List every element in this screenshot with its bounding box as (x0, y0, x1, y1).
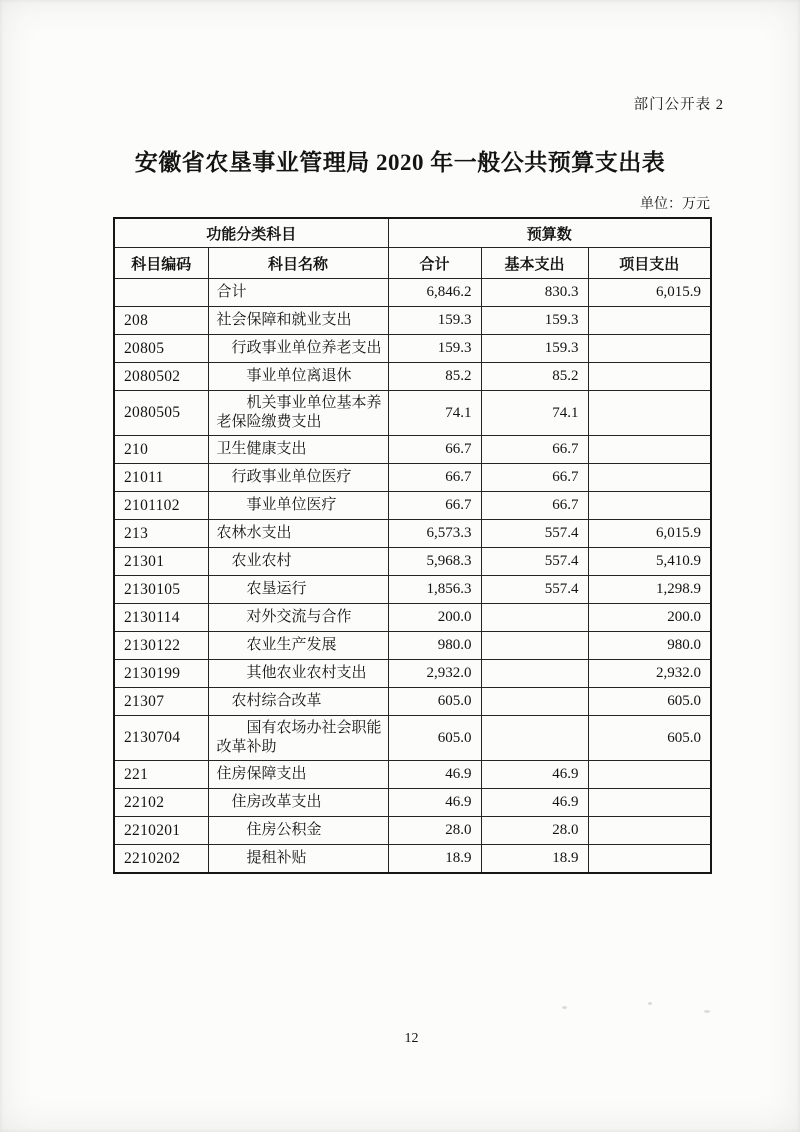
basic-expenditure-cell: 18.9 (481, 845, 588, 874)
total-value-cell: 46.9 (388, 761, 481, 789)
subject-name-cell: 行政事业单位医疗 (208, 464, 388, 492)
total-value-cell: 46.9 (388, 789, 481, 817)
basic-expenditure-cell: 159.3 (481, 335, 588, 363)
subject-name-cell: 事业单位医疗 (208, 492, 388, 520)
total-value-cell: 605.0 (388, 688, 481, 716)
subject-code-cell (114, 279, 208, 307)
project-expenditure-cell (588, 845, 711, 874)
project-expenditure-cell (588, 464, 711, 492)
page-title: 安徽省农垦事业管理局 2020 年一般公共预算支出表 (134, 150, 666, 175)
subject-name-cell: 住房公积金 (208, 817, 388, 845)
subject-code-cell: 20805 (114, 335, 208, 363)
table-row (114, 632, 711, 660)
budget-table (113, 217, 712, 874)
basic-expenditure-cell (481, 688, 588, 716)
subject-name-cell: 农垦运行 (208, 576, 388, 604)
table-row (114, 688, 711, 716)
subject-name-cell: 事业单位离退休 (208, 363, 388, 391)
table-header-group-row (114, 218, 711, 248)
project-expenditure-cell: 5,410.9 (588, 548, 711, 576)
total-value-cell: 5,968.3 (388, 548, 481, 576)
table-row (114, 279, 711, 307)
scan-artifact (648, 1002, 652, 1005)
table-row (114, 548, 711, 576)
basic-expenditure-cell: 66.7 (481, 464, 588, 492)
subject-code-cell: 2080502 (114, 363, 208, 391)
corner-label: 部门公开表 2 (633, 97, 724, 113)
subject-code-cell: 2101102 (114, 492, 208, 520)
basic-expenditure-cell: 66.7 (481, 492, 588, 520)
table-row (114, 845, 711, 874)
subject-name-cell: 机关事业单位基本养老保险缴费支出 (208, 391, 388, 436)
project-expenditure-cell: 980.0 (588, 632, 711, 660)
project-expenditure-cell (588, 335, 711, 363)
table-row (114, 492, 711, 520)
basic-expenditure-cell (481, 716, 588, 761)
subject-name-cell: 农村综合改革 (208, 688, 388, 716)
total-value-cell: 18.9 (388, 845, 481, 874)
table-row (114, 604, 711, 632)
basic-expenditure-cell: 28.0 (481, 817, 588, 845)
subject-code-cell: 2130122 (114, 632, 208, 660)
total-value-cell: 6,846.2 (388, 279, 481, 307)
table-row (114, 660, 711, 688)
project-expenditure-cell: 605.0 (588, 688, 711, 716)
header-budget-figures: 预算数 (388, 218, 711, 248)
total-value-cell: 66.7 (388, 436, 481, 464)
total-value-cell: 74.1 (388, 391, 481, 436)
unit-label: 单位：万元 (640, 197, 710, 212)
table-row (114, 363, 711, 391)
total-value-cell: 159.3 (388, 307, 481, 335)
basic-expenditure-cell (481, 632, 588, 660)
subject-name-cell: 其他农业农村支出 (208, 660, 388, 688)
subject-name-cell: 农业生产发展 (208, 632, 388, 660)
table-row (114, 436, 711, 464)
table-row (114, 789, 711, 817)
subject-code-cell: 2210201 (114, 817, 208, 845)
basic-expenditure-cell: 159.3 (481, 307, 588, 335)
project-expenditure-cell (588, 436, 711, 464)
table-row (114, 716, 711, 761)
total-value-cell: 1,856.3 (388, 576, 481, 604)
project-expenditure-cell (588, 492, 711, 520)
total-value-cell: 66.7 (388, 464, 481, 492)
subject-code-cell: 2130114 (114, 604, 208, 632)
subject-code-cell: 21307 (114, 688, 208, 716)
project-expenditure-cell: 200.0 (588, 604, 711, 632)
subject-name-cell: 对外交流与合作 (208, 604, 388, 632)
header-subject-code: 科目编码 (114, 248, 208, 279)
table-row (114, 335, 711, 363)
scan-artifact (704, 1010, 710, 1013)
header-basic-expenditure: 基本支出 (481, 248, 588, 279)
total-value-cell: 200.0 (388, 604, 481, 632)
project-expenditure-cell: 605.0 (588, 716, 711, 761)
table-row (114, 761, 711, 789)
subject-code-cell: 21011 (114, 464, 208, 492)
subject-code-cell: 2080505 (114, 391, 208, 436)
page-number: 12 (404, 1031, 419, 1046)
basic-expenditure-cell: 557.4 (481, 520, 588, 548)
subject-name-cell: 住房改革支出 (208, 789, 388, 817)
subject-name-cell: 住房保障支出 (208, 761, 388, 789)
total-value-cell: 66.7 (388, 492, 481, 520)
subject-name-cell: 合计 (208, 279, 388, 307)
header-functional-classification: 功能分类科目 (114, 218, 388, 248)
basic-expenditure-cell: 85.2 (481, 363, 588, 391)
project-expenditure-cell (588, 307, 711, 335)
table-row (114, 817, 711, 845)
subject-name-cell: 行政事业单位养老支出 (208, 335, 388, 363)
basic-expenditure-cell: 830.3 (481, 279, 588, 307)
subject-name-cell: 农林水支出 (208, 520, 388, 548)
subject-name-cell: 社会保障和就业支出 (208, 307, 388, 335)
header-total: 合计 (388, 248, 481, 279)
subject-code-cell: 22102 (114, 789, 208, 817)
basic-expenditure-cell: 46.9 (481, 789, 588, 817)
project-expenditure-cell (588, 391, 711, 436)
total-value-cell: 605.0 (388, 716, 481, 761)
table-header-columns-row (114, 248, 711, 279)
scan-artifact (562, 1006, 567, 1009)
project-expenditure-cell: 1,298.9 (588, 576, 711, 604)
budget-table-wrapper (113, 217, 710, 874)
basic-expenditure-cell: 557.4 (481, 576, 588, 604)
basic-expenditure-cell: 557.4 (481, 548, 588, 576)
subject-code-cell: 2130105 (114, 576, 208, 604)
total-value-cell: 980.0 (388, 632, 481, 660)
subject-code-cell: 21301 (114, 548, 208, 576)
project-expenditure-cell (588, 363, 711, 391)
total-value-cell: 6,573.3 (388, 520, 481, 548)
header-project-expenditure: 项目支出 (588, 248, 711, 279)
table-row (114, 307, 711, 335)
subject-code-cell: 2130199 (114, 660, 208, 688)
table-row (114, 576, 711, 604)
basic-expenditure-cell (481, 660, 588, 688)
total-value-cell: 85.2 (388, 363, 481, 391)
basic-expenditure-cell: 66.7 (481, 436, 588, 464)
total-value-cell: 159.3 (388, 335, 481, 363)
subject-code-cell: 210 (114, 436, 208, 464)
subject-code-cell: 208 (114, 307, 208, 335)
subject-name-cell: 卫生健康支出 (208, 436, 388, 464)
subject-name-cell: 农业农村 (208, 548, 388, 576)
subject-name-cell: 国有农场办社会职能改革补助 (208, 716, 388, 761)
header-subject-name: 科目名称 (208, 248, 388, 279)
basic-expenditure-cell (481, 604, 588, 632)
table-row (114, 520, 711, 548)
basic-expenditure-cell: 46.9 (481, 761, 588, 789)
project-expenditure-cell (588, 789, 711, 817)
project-expenditure-cell: 6,015.9 (588, 520, 711, 548)
subject-code-cell: 221 (114, 761, 208, 789)
table-row (114, 464, 711, 492)
total-value-cell: 28.0 (388, 817, 481, 845)
project-expenditure-cell: 2,932.0 (588, 660, 711, 688)
table-row (114, 391, 711, 436)
subject-name-cell: 提租补贴 (208, 845, 388, 874)
basic-expenditure-cell: 74.1 (481, 391, 588, 436)
table-body (114, 279, 711, 874)
project-expenditure-cell (588, 761, 711, 789)
total-value-cell: 2,932.0 (388, 660, 481, 688)
project-expenditure-cell (588, 817, 711, 845)
subject-code-cell: 213 (114, 520, 208, 548)
project-expenditure-cell: 6,015.9 (588, 279, 711, 307)
subject-code-cell: 2130704 (114, 716, 208, 761)
subject-code-cell: 2210202 (114, 845, 208, 874)
